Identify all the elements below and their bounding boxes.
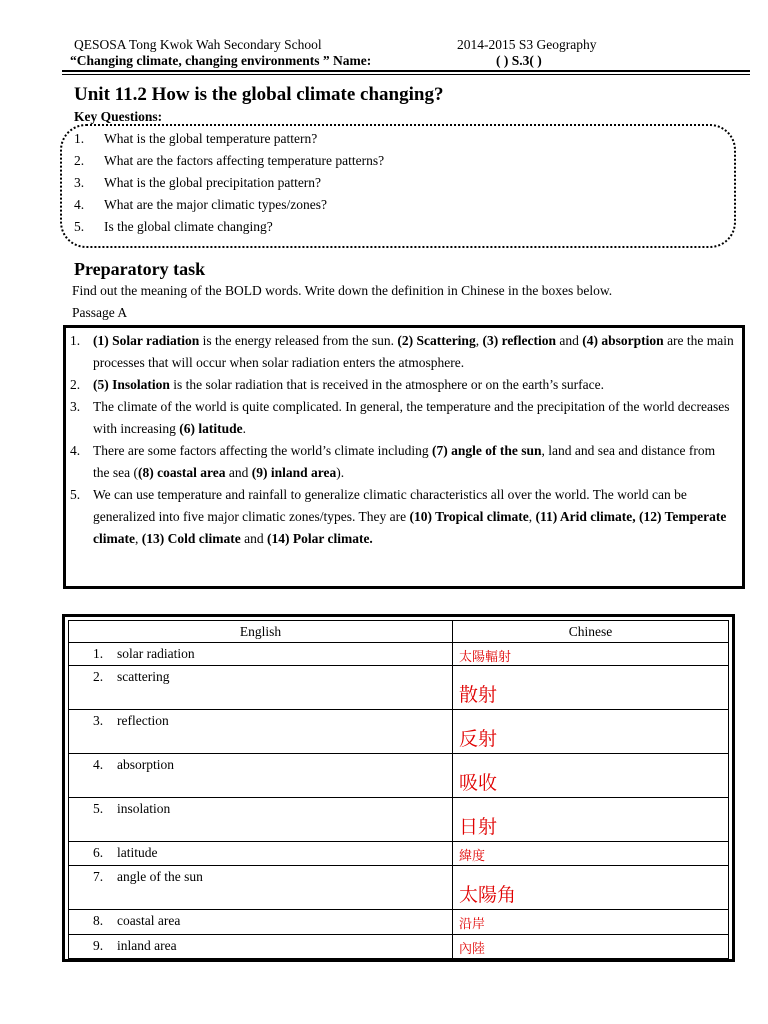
english-term: absorption (117, 757, 174, 772)
table-row: 2. scattering 散射 (69, 666, 729, 710)
chinese-answer-cell[interactable]: 內陸 (453, 935, 729, 959)
table-row: 9. inland area 內陸 (69, 935, 729, 959)
header-rule (62, 70, 750, 72)
english-term: latitude (117, 845, 158, 860)
key-question: 4. What are the major climatic types/zones? (74, 197, 328, 212)
table-row: 6. latitude 緯度 (69, 842, 729, 866)
vocab-table-frame (62, 614, 735, 962)
key-question: 2. What are the factors affecting temperature patterns? (74, 153, 385, 168)
course-label: 2014-2015 S3 Geography (457, 37, 597, 52)
english-term: solar radiation (117, 646, 195, 661)
passage-label: Passage A (72, 305, 128, 320)
table-row: 3. reflection 反射 (69, 710, 729, 754)
passage-item: 2. (5) Insolation is the solar radiation that is received in the atmosphere or on the earth’s surface. (70, 377, 604, 392)
chinese-answer-cell[interactable]: 吸收 (453, 754, 729, 798)
key-question: 3. What is the global precipitation pattern? (74, 175, 322, 190)
table-row: 5. insolation 日射 (69, 798, 729, 842)
chinese-column-header: Chinese (453, 621, 729, 643)
class-fields: ( ) S.3( ) (496, 53, 542, 68)
passage-item: 3. The climate of the world is quite complicated. In general, the temperature and the precipitation of the world decreases with increasing (6) latitude. (70, 399, 730, 436)
english-term: insolation (117, 801, 171, 816)
english-term: coastal area (117, 913, 181, 928)
key-questions-label: Key Questions: (74, 109, 163, 124)
instruction-text: Find out the meaning of the BOLD words. Write down the definition in Chinese in the boxes below. (72, 283, 613, 298)
english-column-header: English (69, 621, 453, 643)
table-row: 8. coastal area 沿岸 (69, 910, 729, 935)
chinese-answer-cell[interactable]: 緯度 (453, 842, 729, 866)
english-term: angle of the sun (117, 869, 203, 884)
passage-item: 5. We can use temperature and rainfall to generalize climatic characteristics all over the world. The world can be generalized into five major climatic zones/types. They are (10) Tropical climate, (11) Arid climate, (12) Temperate climate, (13) Cold climate and (14) Polar climate. (70, 487, 727, 546)
unit-title: Unit 11.2 How is the global climate changing? (74, 84, 444, 105)
preparatory-task-title: Preparatory task (74, 259, 206, 279)
chinese-answer-cell[interactable]: 太陽角 (453, 866, 729, 910)
chinese-answer-cell[interactable]: 反射 (453, 710, 729, 754)
passage-text (68, 330, 734, 550)
passage-item: 4. There are some factors affecting the world’s climate including (7) angle of the sun, land and sea and distance from the sea ((8) coastal area and (9) inland area). (70, 443, 716, 480)
english-term: scattering (117, 669, 170, 684)
chinese-answer-cell[interactable]: 太陽輻射 (453, 643, 729, 666)
vocab-table (68, 620, 729, 959)
key-questions-list (74, 128, 384, 238)
table-row: 1. solar radiation 太陽輻射 (69, 643, 729, 666)
chinese-answer-cell[interactable]: 散射 (453, 666, 729, 710)
english-term: inland area (117, 938, 177, 953)
key-question: 1. What is the global temperature pattern? (74, 131, 318, 146)
english-term: reflection (117, 713, 169, 728)
table-row: 7. angle of the sun 太陽角 (69, 866, 729, 910)
passage-item: 1. (1) Solar radiation is the energy released from the sun. (2) Scattering, (3) reflection and (4) absorption are the main processes that will occur when solar radiation enters the atmosphere. (70, 333, 734, 370)
school-name: QESOSA Tong Kwok Wah Secondary School (74, 37, 322, 52)
chinese-answer-cell[interactable]: 日射 (453, 798, 729, 842)
header-rule-thin (62, 74, 750, 75)
table-row: 4. absorption 吸收 (69, 754, 729, 798)
key-question: 5. Is the global climate changing? (74, 219, 273, 234)
table-header-row (69, 621, 729, 643)
chinese-answer-cell[interactable]: 沿岸 (453, 910, 729, 935)
topic-name-line: “Changing climate, changing environments ” Name: (70, 53, 372, 68)
